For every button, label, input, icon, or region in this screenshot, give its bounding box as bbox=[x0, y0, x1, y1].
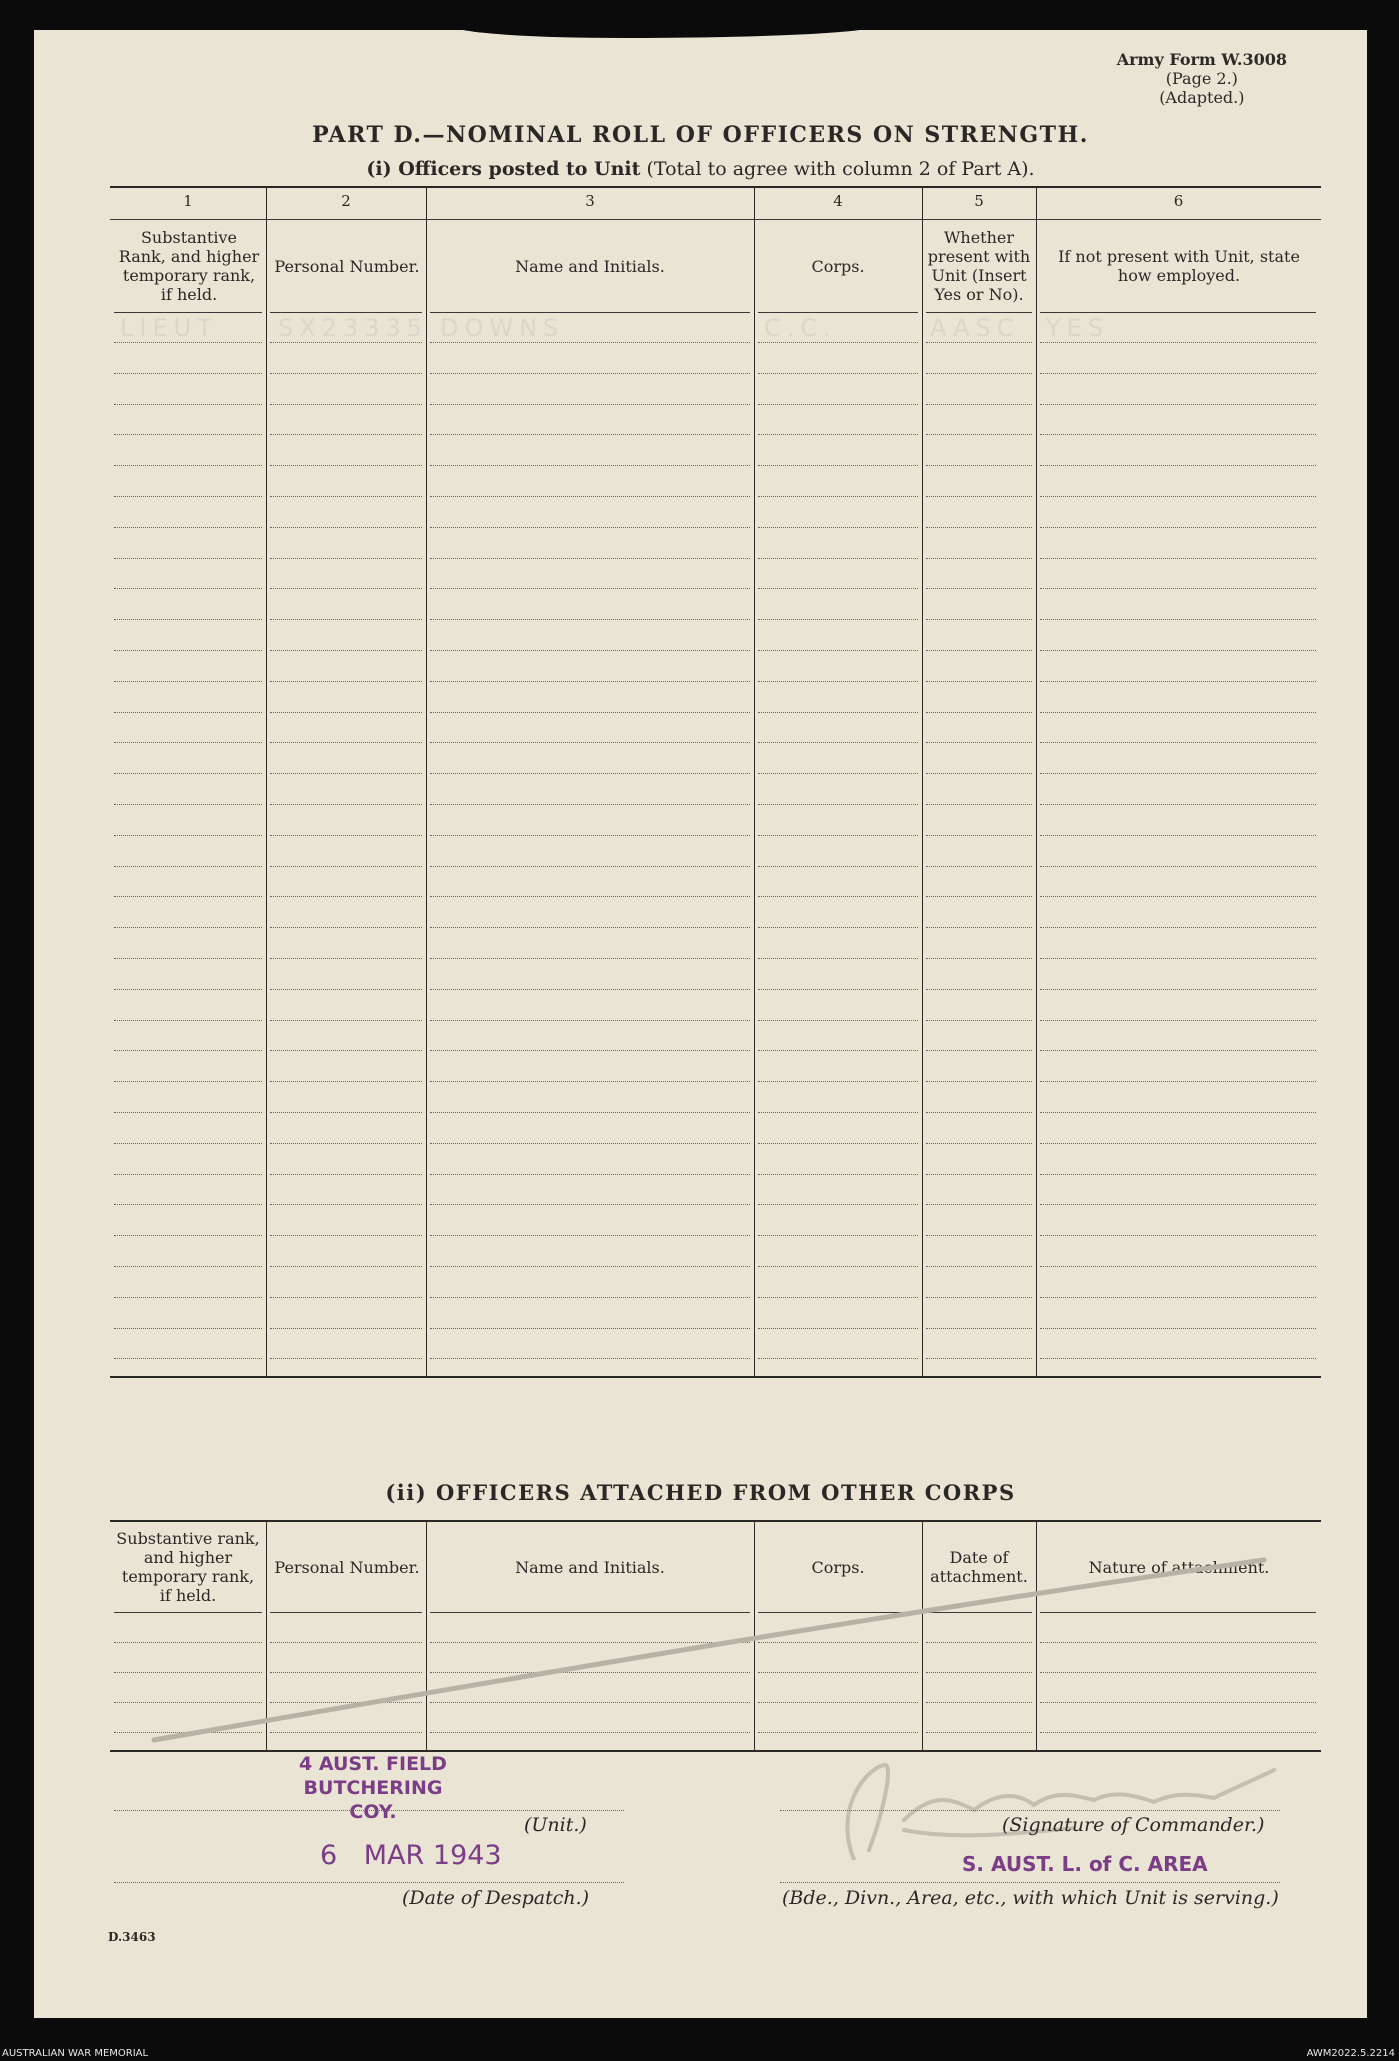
dotted-row-line bbox=[758, 588, 918, 589]
dotted-row-line bbox=[926, 773, 1032, 774]
dotted-row-line bbox=[430, 804, 750, 805]
dotted-row-line bbox=[1040, 496, 1316, 497]
dotted-row-line bbox=[270, 465, 422, 466]
dotted-row-line bbox=[926, 1112, 1032, 1113]
dotted-row-line bbox=[430, 1358, 750, 1359]
faint-entry-cell: LIEUT bbox=[120, 314, 218, 342]
dotted-row-line bbox=[758, 989, 918, 990]
dotted-row-line bbox=[430, 342, 750, 343]
dotted-row-line bbox=[270, 558, 422, 559]
form-page bbox=[34, 30, 1367, 2018]
dotted-row-line bbox=[114, 927, 262, 928]
dotted-row-line bbox=[926, 896, 1032, 897]
officers-posted-table bbox=[110, 186, 1321, 1376]
signature-caption: (Signature of Commander.) bbox=[1002, 1814, 1265, 1836]
dotted-row-line bbox=[926, 1050, 1032, 1051]
dotted-row-line bbox=[926, 496, 1032, 497]
part-title: PART D.—NOMINAL ROLL OF OFFICERS ON STRENGTH. bbox=[312, 122, 1089, 148]
form-number: Army Form W.3008 bbox=[1116, 50, 1287, 69]
dotted-row-line bbox=[270, 1174, 422, 1175]
dotted-row-line bbox=[270, 342, 422, 343]
dotted-row-line bbox=[758, 681, 918, 682]
dotted-row-line bbox=[270, 1235, 422, 1236]
dotted-row-line bbox=[270, 1297, 422, 1298]
dotted-row-line bbox=[270, 1328, 422, 1329]
dotted-row-line bbox=[758, 804, 918, 805]
dotted-row-line bbox=[270, 989, 422, 990]
dotted-row-line bbox=[926, 804, 1032, 805]
dotted-row-line bbox=[758, 712, 918, 713]
dotted-row-line bbox=[114, 558, 262, 559]
faint-entry-cell: YES bbox=[1046, 314, 1110, 342]
dotted-row-line bbox=[270, 404, 422, 405]
dotted-row-line bbox=[430, 404, 750, 405]
dotted-row-line bbox=[270, 1358, 422, 1359]
dotted-row-line bbox=[1040, 773, 1316, 774]
dotted-row-line bbox=[430, 681, 750, 682]
dotted-row-line bbox=[1040, 1235, 1316, 1236]
faint-entry-cell: AASC bbox=[930, 314, 1020, 342]
unit-caption: (Unit.) bbox=[524, 1814, 587, 1836]
dotted-row-line bbox=[1040, 1266, 1316, 1267]
dotted-row-line bbox=[114, 650, 262, 651]
dotted-row-line bbox=[114, 404, 262, 405]
dotted-row-line bbox=[270, 742, 422, 743]
col-header-name: Name and Initials. bbox=[515, 256, 665, 276]
dotted-row-line bbox=[758, 1266, 918, 1267]
dotted-row-line bbox=[758, 434, 918, 435]
dotted-row-line bbox=[430, 650, 750, 651]
dotted-row-line bbox=[114, 373, 262, 374]
dotted-row-line bbox=[758, 465, 918, 466]
column-divider bbox=[266, 186, 267, 1376]
col-number-6: 6 bbox=[1173, 192, 1184, 210]
col2-header-personal-number: Personal Number. bbox=[274, 1557, 420, 1577]
dotted-row-line bbox=[926, 558, 1032, 559]
dotted-row-line bbox=[114, 1112, 262, 1113]
dotted-row-line bbox=[430, 1081, 750, 1082]
dotted-row-line bbox=[430, 619, 750, 620]
dotted-row-line bbox=[430, 896, 750, 897]
dotted-row-line bbox=[926, 465, 1032, 466]
dotted-row-line bbox=[114, 1358, 262, 1359]
dotted-row-line bbox=[1040, 465, 1316, 466]
dotted-row-line bbox=[1040, 1297, 1316, 1298]
date-line bbox=[114, 1882, 624, 1883]
unit-stamp bbox=[288, 1752, 458, 1824]
dotted-row-line bbox=[926, 434, 1032, 435]
dotted-row-line bbox=[114, 989, 262, 990]
col-number-2: 2 bbox=[341, 192, 351, 210]
dotted-row-line bbox=[758, 404, 918, 405]
unit-stamp-line2: BUTCHERING COY. bbox=[303, 1777, 443, 1823]
column-divider bbox=[426, 186, 427, 1376]
dotted-row-line bbox=[430, 558, 750, 559]
signature-line bbox=[780, 1810, 1280, 1811]
dotted-row-line bbox=[114, 1050, 262, 1051]
dotted-row-line bbox=[1040, 650, 1316, 651]
dotted-row-line bbox=[430, 773, 750, 774]
area-line bbox=[780, 1882, 1280, 1883]
dotted-row-line bbox=[1040, 1112, 1316, 1113]
dotted-row-line bbox=[270, 1112, 422, 1113]
dotted-row-line bbox=[1040, 1020, 1316, 1021]
dotted-row-line bbox=[1040, 434, 1316, 435]
col-number-5: 5 bbox=[974, 192, 984, 210]
column-divider bbox=[922, 186, 923, 1376]
dotted-row-line bbox=[758, 835, 918, 836]
print-reference: D.3463 bbox=[108, 1930, 156, 1944]
dotted-row-line bbox=[270, 496, 422, 497]
column-divider bbox=[1036, 186, 1037, 1376]
dotted-row-line bbox=[1040, 1050, 1316, 1051]
dotted-row-line bbox=[114, 1020, 262, 1021]
header-underline bbox=[926, 312, 1032, 313]
dotted-row-line bbox=[1040, 588, 1316, 589]
date-stamp bbox=[320, 1840, 502, 1871]
dotted-row-line bbox=[926, 712, 1032, 713]
dotted-row-line bbox=[270, 958, 422, 959]
dotted-row-line bbox=[430, 1143, 750, 1144]
dotted-row-line bbox=[758, 773, 918, 774]
dotted-row-line bbox=[114, 496, 262, 497]
col2-header-corps: Corps. bbox=[811, 1557, 865, 1577]
dotted-row-line bbox=[758, 650, 918, 651]
dotted-row-line bbox=[758, 742, 918, 743]
dotted-row-line bbox=[926, 1328, 1032, 1329]
dotted-row-line bbox=[270, 373, 422, 374]
dotted-row-line bbox=[114, 958, 262, 959]
dotted-row-line bbox=[1040, 742, 1316, 743]
dotted-row-line bbox=[114, 773, 262, 774]
dotted-row-line bbox=[1040, 712, 1316, 713]
dotted-row-line bbox=[926, 1235, 1032, 1236]
dotted-row-line bbox=[114, 527, 262, 528]
dotted-row-line bbox=[758, 1235, 918, 1236]
dotted-row-line bbox=[114, 742, 262, 743]
subtitle-bold: (i) Officers posted to Unit bbox=[366, 158, 641, 180]
dotted-row-line bbox=[270, 896, 422, 897]
dotted-row-line bbox=[430, 1174, 750, 1175]
faint-entry-cell: C.C. bbox=[764, 314, 837, 342]
dotted-row-line bbox=[270, 927, 422, 928]
dotted-row-line bbox=[758, 1174, 918, 1175]
col-header-present: Whether present with Unit (Insert Yes or No). bbox=[927, 228, 1031, 304]
unit-stamp-line1: 4 AUST. FIELD bbox=[299, 1753, 447, 1775]
col2-header-name: Name and Initials. bbox=[515, 1557, 665, 1577]
dotted-row-line bbox=[114, 588, 262, 589]
col-header-employment: If not present with Unit, state how employed. bbox=[1058, 247, 1300, 285]
dotted-row-line bbox=[430, 1020, 750, 1021]
dotted-row-line bbox=[114, 804, 262, 805]
dotted-row-line bbox=[270, 804, 422, 805]
dotted-row-line bbox=[926, 1020, 1032, 1021]
dotted-row-line bbox=[270, 1020, 422, 1021]
dotted-row-line bbox=[430, 742, 750, 743]
table2-top-rule bbox=[110, 1520, 1321, 1522]
dotted-row-line bbox=[758, 496, 918, 497]
dotted-row-line bbox=[758, 927, 918, 928]
col-number-1: 1 bbox=[183, 192, 193, 210]
dotted-row-line bbox=[430, 989, 750, 990]
dotted-row-line bbox=[1040, 527, 1316, 528]
archive-credit: AUSTRALIAN WAR MEMORIAL bbox=[2, 2048, 149, 2059]
dotted-row-line bbox=[430, 1235, 750, 1236]
col-number-3: 3 bbox=[585, 192, 595, 210]
dotted-row-line bbox=[430, 465, 750, 466]
table-top-rule bbox=[110, 186, 1321, 188]
column-divider bbox=[754, 186, 755, 1376]
dotted-row-line bbox=[114, 1174, 262, 1175]
dotted-row-line bbox=[926, 835, 1032, 836]
dotted-row-line bbox=[1040, 404, 1316, 405]
col2-header-nature: Nature of attachment. bbox=[1088, 1557, 1270, 1577]
dotted-row-line bbox=[926, 1266, 1032, 1267]
dotted-row-line bbox=[270, 1266, 422, 1267]
dotted-row-line bbox=[270, 619, 422, 620]
dotted-row-line bbox=[270, 1204, 422, 1205]
archive-id: AWM2022.5.2214 bbox=[1306, 2048, 1395, 2059]
dotted-row-line bbox=[114, 896, 262, 897]
dotted-row-line bbox=[1040, 1204, 1316, 1205]
dotted-row-line bbox=[926, 650, 1032, 651]
dotted-row-line bbox=[114, 1328, 262, 1329]
col-header-rank: Substantive Rank, and higher temporary rank, if held. bbox=[118, 228, 260, 304]
dotted-row-line bbox=[758, 1081, 918, 1082]
dotted-row-line bbox=[1040, 896, 1316, 897]
part-subtitle bbox=[34, 158, 1367, 180]
faint-entry-cell: SX23335 bbox=[278, 314, 429, 342]
dotted-row-line bbox=[758, 1050, 918, 1051]
dotted-row-line bbox=[114, 465, 262, 466]
area-stamp: S. AUST. L. of C. AREA bbox=[962, 1852, 1208, 1876]
dotted-row-line bbox=[926, 1174, 1032, 1175]
dotted-row-line bbox=[758, 1143, 918, 1144]
dotted-row-line bbox=[270, 773, 422, 774]
dotted-row-line bbox=[114, 866, 262, 867]
part-ii-title: (ii) OFFICERS ATTACHED FROM OTHER CORPS bbox=[385, 1480, 1016, 1505]
dotted-row-line bbox=[270, 681, 422, 682]
dotted-row-line bbox=[430, 527, 750, 528]
dotted-row-line bbox=[926, 404, 1032, 405]
dotted-row-line bbox=[430, 496, 750, 497]
dotted-row-line bbox=[114, 681, 262, 682]
dotted-row-line bbox=[430, 712, 750, 713]
dotted-row-line bbox=[430, 866, 750, 867]
unit-line bbox=[114, 1810, 624, 1811]
dotted-row-line bbox=[114, 619, 262, 620]
dotted-row-line bbox=[270, 434, 422, 435]
dotted-row-line bbox=[1040, 1358, 1316, 1359]
date-stamp-day: 6 bbox=[320, 1840, 338, 1871]
dotted-row-line bbox=[758, 1204, 918, 1205]
dotted-row-line bbox=[758, 1358, 918, 1359]
dotted-row-line bbox=[758, 958, 918, 959]
dotted-row-line bbox=[758, 373, 918, 374]
date-stamp-month-year: MAR 1943 bbox=[363, 1840, 502, 1871]
dotted-row-line bbox=[758, 342, 918, 343]
page-number: (Page 2.) bbox=[1165, 69, 1238, 88]
dotted-row-line bbox=[1040, 681, 1316, 682]
dotted-row-line bbox=[1040, 804, 1316, 805]
dotted-row-line bbox=[114, 1143, 262, 1144]
dotted-row-line bbox=[114, 434, 262, 435]
dotted-row-line bbox=[1040, 835, 1316, 836]
dotted-row-line bbox=[270, 1081, 422, 1082]
dotted-row-line bbox=[1040, 1143, 1316, 1144]
dotted-row-line bbox=[758, 558, 918, 559]
dotted-row-line bbox=[270, 588, 422, 589]
dotted-row-line bbox=[1040, 558, 1316, 559]
dotted-row-line bbox=[758, 619, 918, 620]
dotted-row-line bbox=[430, 373, 750, 374]
dotted-row-line bbox=[114, 1266, 262, 1267]
dotted-row-line bbox=[758, 1020, 918, 1021]
dotted-row-line bbox=[270, 1050, 422, 1051]
dotted-row-line bbox=[758, 1328, 918, 1329]
dotted-row-line bbox=[1040, 373, 1316, 374]
dotted-row-line bbox=[430, 1297, 750, 1298]
header-underline bbox=[430, 312, 750, 313]
dotted-row-line bbox=[758, 527, 918, 528]
dotted-row-line bbox=[430, 1112, 750, 1113]
col2-header-date: Date of attachment. bbox=[930, 1548, 1028, 1586]
adapted-note: (Adapted.) bbox=[1159, 88, 1245, 107]
dotted-row-line bbox=[926, 1297, 1032, 1298]
dotted-row-line bbox=[926, 619, 1032, 620]
dotted-row-line bbox=[114, 1235, 262, 1236]
dotted-row-line bbox=[430, 1204, 750, 1205]
dotted-row-line bbox=[926, 1358, 1032, 1359]
dotted-row-line bbox=[1040, 342, 1316, 343]
dotted-row-line bbox=[1040, 866, 1316, 867]
dotted-row-line bbox=[430, 434, 750, 435]
dotted-row-line bbox=[758, 866, 918, 867]
dotted-row-line bbox=[1040, 619, 1316, 620]
dotted-row-line bbox=[926, 866, 1032, 867]
dotted-row-line bbox=[926, 958, 1032, 959]
dotted-row-line bbox=[926, 742, 1032, 743]
dotted-row-line bbox=[430, 835, 750, 836]
col-header-corps: Corps. bbox=[811, 256, 865, 276]
dotted-row-line bbox=[270, 835, 422, 836]
dotted-row-line bbox=[1040, 927, 1316, 928]
header-underline bbox=[270, 312, 422, 313]
dotted-row-line bbox=[926, 1143, 1032, 1144]
dotted-row-line bbox=[430, 1328, 750, 1329]
dotted-row-line bbox=[1040, 1174, 1316, 1175]
dotted-row-line bbox=[1040, 958, 1316, 959]
form-reference bbox=[1117, 50, 1287, 107]
area-caption: (Bde., Divn., Area, etc., with which Unit is serving.) bbox=[782, 1887, 1279, 1909]
dotted-row-line bbox=[270, 712, 422, 713]
dotted-row-line bbox=[758, 1112, 918, 1113]
strike-through-mark bbox=[144, 1550, 1284, 1750]
dotted-row-line bbox=[270, 650, 422, 651]
dotted-row-line bbox=[758, 896, 918, 897]
col-number-4: 4 bbox=[833, 192, 843, 210]
dotted-row-line bbox=[1040, 1081, 1316, 1082]
dotted-row-line bbox=[114, 1081, 262, 1082]
subtitle-rest: (Total to agree with column 2 of Part A). bbox=[646, 158, 1035, 180]
col2-header-rank: Substantive rank, and higher temporary rank, if held. bbox=[116, 1529, 260, 1605]
dotted-row-line bbox=[114, 342, 262, 343]
dotted-row-line bbox=[430, 958, 750, 959]
dotted-row-line bbox=[926, 1081, 1032, 1082]
dotted-row-line bbox=[926, 927, 1032, 928]
number-row-rule bbox=[110, 219, 1321, 220]
table-bottom-rule bbox=[110, 1376, 1321, 1378]
dotted-row-line bbox=[926, 342, 1032, 343]
dotted-row-line bbox=[926, 588, 1032, 589]
dotted-row-line bbox=[114, 1297, 262, 1298]
dotted-row-line bbox=[430, 588, 750, 589]
dotted-row-line bbox=[270, 866, 422, 867]
dotted-row-line bbox=[1040, 989, 1316, 990]
commander-signature bbox=[774, 1750, 1334, 1860]
dotted-row-line bbox=[926, 1204, 1032, 1205]
dotted-row-line bbox=[926, 989, 1032, 990]
header-underline bbox=[114, 312, 262, 313]
date-caption: (Date of Despatch.) bbox=[402, 1887, 590, 1909]
dotted-row-line bbox=[114, 712, 262, 713]
dotted-row-line bbox=[1040, 1328, 1316, 1329]
header-underline bbox=[758, 312, 918, 313]
dotted-row-line bbox=[758, 1297, 918, 1298]
dotted-row-line bbox=[114, 1204, 262, 1205]
dotted-row-line bbox=[270, 527, 422, 528]
dotted-row-line bbox=[114, 835, 262, 836]
dotted-row-line bbox=[430, 1050, 750, 1051]
dotted-row-line bbox=[926, 373, 1032, 374]
dotted-row-line bbox=[926, 681, 1032, 682]
dotted-row-line bbox=[430, 1266, 750, 1267]
faint-entry-cell: DOWNS bbox=[440, 314, 565, 342]
col-header-personal-number: Personal Number. bbox=[274, 256, 420, 276]
header-underline bbox=[1040, 312, 1316, 313]
dotted-row-line bbox=[270, 1143, 422, 1144]
dotted-row-line bbox=[430, 927, 750, 928]
dotted-row-line bbox=[926, 527, 1032, 528]
